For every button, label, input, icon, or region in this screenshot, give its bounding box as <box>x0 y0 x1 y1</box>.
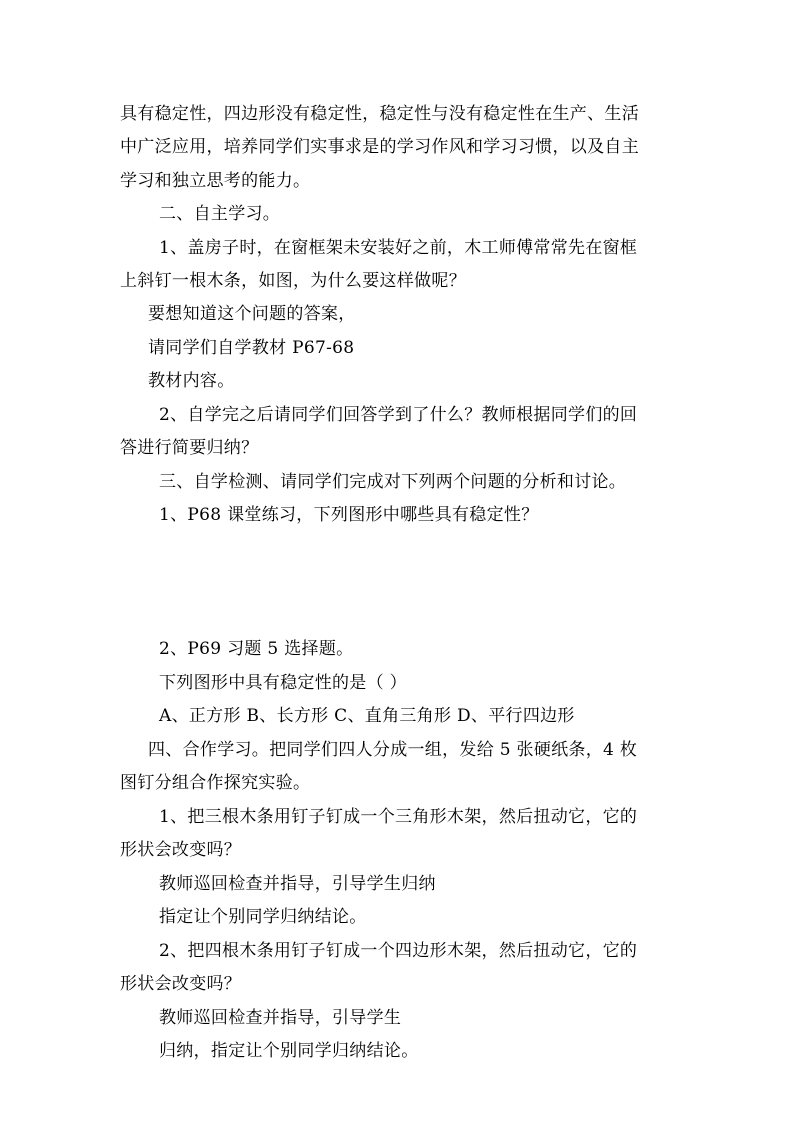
paragraph-line: 归纳，指定让个别同学归纳结论。 <box>159 1041 419 1061</box>
paragraph-line: 答进行简要归纳？ <box>120 438 259 458</box>
paragraph-line: 1、盖房子时，在窗框架未安装好之前，木工师傅常常先在窗框 <box>159 238 638 258</box>
paragraph-line: 1、P68 课堂练习，下列图形中哪些具有稳定性？ <box>159 505 539 525</box>
paragraph-line: 1、把三根木条用钉子钉成一个三角形木架，然后扭动它，它的 <box>159 807 638 827</box>
answer-options: A、正方形 B、长方形 C、直角三角形 D、平行四边形 <box>159 706 575 726</box>
paragraph-line: 上斜钉一根木条，如图，为什么要这样做呢？ <box>120 271 466 291</box>
paragraph-line: 2、自学完之后请同学们回答学到了什么？教师根据同学们的回 <box>159 405 638 425</box>
paragraph-line: 请同学们自学教材 P67-68 <box>148 338 355 358</box>
paragraph-line: 形状会改变吗？ <box>120 840 242 860</box>
paragraph-line: 学习和独立思考的能力。 <box>120 171 311 191</box>
paragraph-line: 教师巡回检查并指导，引导学生归纳 <box>159 874 436 894</box>
paragraph-line: 要想知道这个问题的答案， <box>148 304 356 324</box>
section-heading: 三、自学检测、请同学们完成对下列两个问题的分析和讨论。 <box>159 472 627 492</box>
paragraph-line: 教材内容。 <box>148 371 235 391</box>
paragraph-line: 指定让个别同学归纳结论。 <box>159 907 367 927</box>
section-heading: 四、合作学习。把同学们四人分成一组，发给 5 张硬纸条，4 枚 <box>148 740 638 760</box>
paragraph-line: 图钉分组合作探究实验。 <box>120 773 311 793</box>
paragraph-line: 中广泛应用，培养同学们实事求是的学习作风和学习习惯，以及自主 <box>120 137 639 157</box>
paragraph-line: 2、把四根木条用钉子钉成一个四边形木架，然后扭动它，它的 <box>159 941 638 961</box>
paragraph-line: 下列图形中具有稳定性的是（ ） <box>159 673 407 693</box>
paragraph-line: 2、P69 习题 5 选择题。 <box>159 639 354 659</box>
section-heading: 二、自主学习。 <box>159 204 281 224</box>
paragraph-line: 形状会改变吗？ <box>120 974 242 994</box>
paragraph-line: 教师巡回检查并指导，引导学生 <box>159 1008 402 1028</box>
paragraph-line: 具有稳定性，四边形没有稳定性，稳定性与没有稳定性在生产、生活 <box>120 104 639 124</box>
